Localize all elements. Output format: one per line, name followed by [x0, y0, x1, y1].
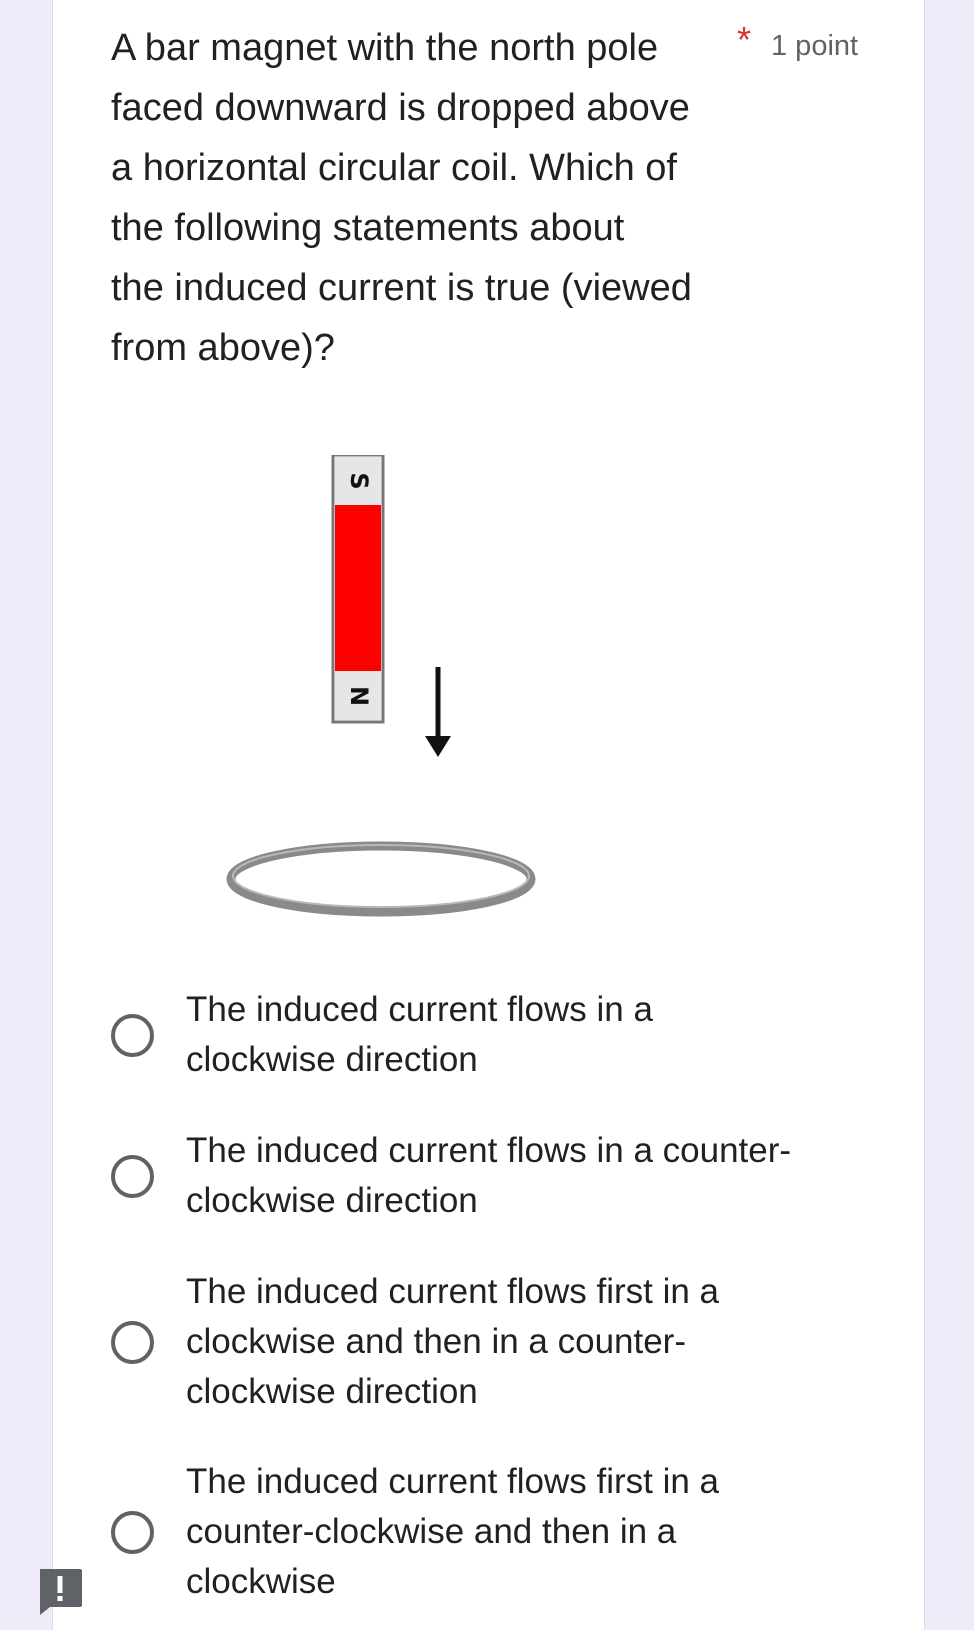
magnet-coil-figure [163, 455, 583, 935]
bar-magnet [333, 455, 383, 722]
question-text [111, 18, 711, 378]
option-line: The induced current flows in a counter- [186, 1131, 792, 1170]
points-label: 1 point [771, 30, 859, 62]
answer-option[interactable] [111, 1126, 811, 1226]
option-line: The induced current flows first in a [186, 1272, 720, 1311]
option-line: clockwise [186, 1562, 336, 1601]
question-line: the following statements about [111, 207, 625, 249]
question-line: faced downward is dropped above [111, 87, 690, 129]
question-line: a horizontal circular coil. Which of [111, 147, 677, 189]
option-line: clockwise direction [186, 1181, 478, 1220]
circular-coil [231, 845, 531, 912]
option-line: clockwise and then in a counter- [186, 1322, 686, 1361]
exclamation-report-icon [36, 1567, 84, 1617]
question-line: A bar magnet with the north pole [111, 27, 659, 69]
option-label [186, 1126, 811, 1226]
question-line: from above)? [111, 327, 335, 369]
question-line: the induced current is true (viewed [111, 267, 692, 309]
option-line: clockwise direction [186, 1372, 478, 1411]
radio-button[interactable] [111, 1511, 154, 1554]
radio-button[interactable] [111, 1155, 154, 1198]
radio-button[interactable] [111, 1321, 154, 1364]
report-issue-button[interactable] [36, 1567, 84, 1617]
magnet-north-label: N [345, 685, 373, 707]
option-line: clockwise direction [186, 1040, 478, 1079]
answer-option[interactable] [111, 985, 811, 1085]
option-line: The induced current flows first in a [186, 1462, 720, 1501]
question-card [52, 0, 925, 1630]
magnet-coil-diagram [163, 455, 583, 935]
magnet-body [335, 505, 381, 671]
required-asterisk: * [737, 19, 752, 60]
option-line: The induced current flows in a [186, 990, 653, 1029]
radio-button[interactable] [111, 1014, 154, 1057]
answer-option[interactable] [111, 1457, 811, 1607]
answer-option[interactable] [111, 1267, 811, 1417]
option-label [186, 985, 811, 1085]
option-label [186, 1267, 811, 1417]
arrow-down-icon [425, 667, 451, 757]
option-line: counter-clockwise and then in a [186, 1512, 677, 1551]
magnet-south-label: S [345, 472, 373, 490]
option-label [186, 1457, 811, 1607]
